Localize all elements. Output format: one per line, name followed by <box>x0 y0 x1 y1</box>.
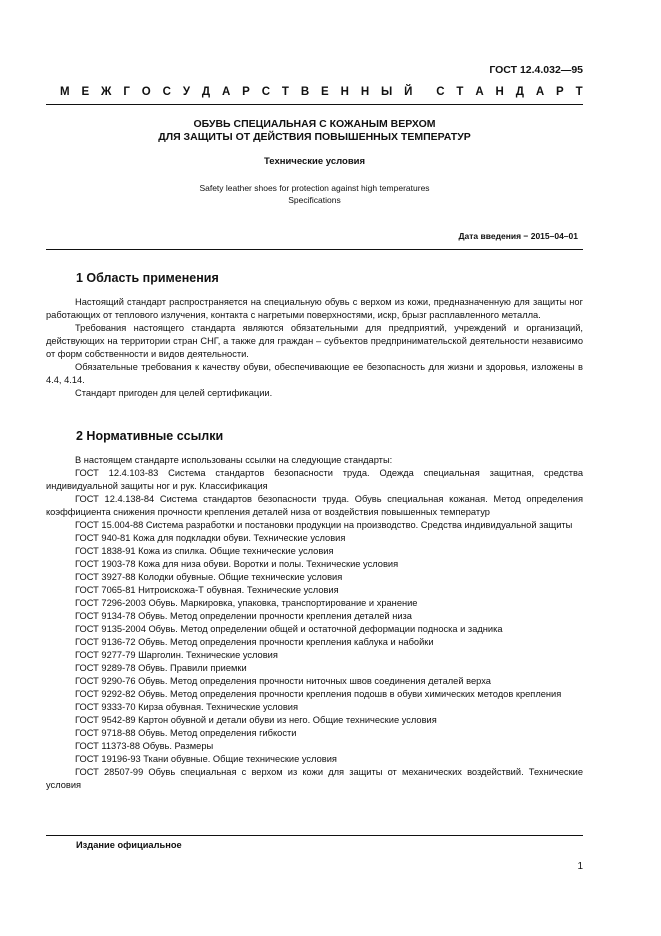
date-divider <box>46 249 583 250</box>
reference-item: ГОСТ 7296-2003 Обувь. Маркировка, упаковка, транспортирование и хранение <box>75 598 418 608</box>
reference-item: ГОСТ 15.004-88 Система разработки и постановки продукции на производство. Средства индивидуальной защиты <box>75 520 573 530</box>
reference-item: ГОСТ 7065-81 Нитроискожа-Т обувная. Технические условия <box>75 585 339 595</box>
english-title-line-1: Safety leather shoes for protection against high temperatures <box>199 183 430 193</box>
official-edition-label: Издание официальное <box>76 840 182 850</box>
banner-letter: Н <box>340 86 349 98</box>
banner-letter: Й <box>404 86 413 98</box>
reference-item: ГОСТ 9289-78 Обувь. Правили приемки <box>75 663 247 673</box>
banner-letter: Д <box>201 86 211 98</box>
page-number: 1 <box>577 861 583 872</box>
paragraph: В настоящем стандарте использованы ссылки на следующие стандарты: <box>75 455 393 465</box>
banner-letter: Т <box>281 86 289 98</box>
banner-letter: Д <box>515 86 524 98</box>
title-line-1: ОБУВЬ СПЕЦИАЛЬНАЯ С КОЖАНЫМ ВЕРХОМ <box>193 118 436 130</box>
reference-item: ГОСТ 9333-70 Кирза обувная. Технические условия <box>75 702 299 712</box>
banner-letter: А <box>221 86 231 98</box>
section-scope <box>46 270 583 400</box>
interstate-standard-banner <box>60 86 583 98</box>
document-subtitle: Технические условия <box>263 156 366 167</box>
reference-item: ГОСТ 1903-78 Кожа для низа обуви. Воротки и полы. Технические условия <box>75 559 399 569</box>
banner-letter: А <box>475 86 484 98</box>
banner-letter: В <box>300 86 310 98</box>
reference-item: ГОСТ 1838-91 Кожа из спилка. Общие технические условия <box>75 546 334 556</box>
header-divider <box>46 104 583 105</box>
english-title-line-2: Specifications <box>288 195 341 205</box>
banner-letter: А <box>535 86 545 98</box>
footer-divider <box>46 835 583 836</box>
banner-letter: М <box>60 86 70 98</box>
reference-item: ГОСТ 12.4.138-84 Система стандартов безопасности труда. Обувь специальная кожаная. Метод определения коэффициента снижения прочности крепления деталей низа от воздействия повышенных температур <box>46 494 583 517</box>
paragraph: Настоящий стандарт распространяется на специальную обувь с верхом из кожи, предназначенную для защиты ног работающих от теплового излучения, контакта с нагретыми поверхностями, искр, брызг расплавленного металла. <box>46 297 583 320</box>
banner-letter: Ж <box>101 86 112 98</box>
banner-letter: У <box>182 86 190 98</box>
banner-letter: Т <box>575 86 583 98</box>
reference-item: ГОСТ 9136-72 Обувь. Метод определения прочности крепления каблука и набойки <box>75 637 434 647</box>
section-heading: 1 Область применения <box>76 271 219 285</box>
banner-letter: Е <box>81 86 90 98</box>
reference-item: ГОСТ 19196-93 Ткани обувные. Общие технические условия <box>75 754 337 764</box>
introduction-date: Дата введения − 2015–04–01 <box>458 231 578 241</box>
section-heading: 2 Нормативные ссылки <box>76 429 224 443</box>
reference-item: ГОСТ 9718-88 Обувь. Метод определения гибкости <box>75 728 297 738</box>
banner-letter: Г <box>123 86 130 98</box>
document-title <box>46 118 583 144</box>
reference-item: ГОСТ 11373-88 Обувь. Размеры <box>75 741 214 751</box>
reference-item: ГОСТ 9292-82 Обувь. Метод определения прочности крепления подошв в обуви химических методов крепления <box>75 689 562 699</box>
reference-item: ГОСТ 28507-99 Обувь специальная с верхом из кожи для защиты от механических воздействий. Технические условия <box>46 767 583 790</box>
paragraph: Обязательные требования к качеству обуви, обеспечивающие ее безопасность для жизни и здоровья, изложены в 4.4, 4.14. <box>46 362 583 385</box>
banner-letter: С <box>162 86 171 98</box>
reference-item: ГОСТ 9290-76 Обувь. Метод определения прочности ниточных швов соединения деталей верха <box>75 676 491 686</box>
reference-item: ГОСТ 940-81 Кожа для подкладки обуви. Технические условия <box>75 533 346 543</box>
banner-letter: Т <box>456 86 464 98</box>
banner-letter: Р <box>556 86 564 98</box>
banner-letter: С <box>261 86 271 98</box>
banner-letter: Р <box>242 86 250 98</box>
reference-item: ГОСТ 12.4.103-83 Система стандартов безопасности труда. Одежда специальная защитная, средства индивидуальной защиты ног и рук. Классификация <box>46 468 583 491</box>
reference-item: ГОСТ 9135-2004 Обувь. Метод определении общей и остаточной деформации подноска и задника <box>75 624 503 634</box>
banner-letter: Ы <box>381 86 393 98</box>
paragraph: Стандарт пригоден для целей сертификации. <box>75 388 273 398</box>
reference-item: ГОСТ 9542-89 Картон обувной и детали обуви из него. Общие технические условия <box>75 715 437 725</box>
banner-letter: Н <box>495 86 504 98</box>
banner-letter: Н <box>360 86 370 98</box>
banner-letter: О <box>141 86 151 98</box>
reference-item: ГОСТ 3927-88 Колодки обувные. Общие технические условия <box>75 572 343 582</box>
banner-letter: Е <box>321 86 329 98</box>
section-normative-references <box>46 428 583 792</box>
gost-code: ГОСТ 12.4.032—95 <box>489 64 583 76</box>
paragraph: Требования настоящего стандарта являются обязательными для предприятий, учреждений и организаций, действующих на территории стран СНГ, а также для граждан – субъектов предпринимательской деятельности независимо от форм собственности и видов деятельности. <box>46 323 583 359</box>
reference-item: ГОСТ 9277-79 Шарголин. Технические условия <box>75 650 278 660</box>
title-line-2: ДЛЯ ЗАЩИТЫ ОТ ДЕЙСТВИЯ ПОВЫШЕННЫХ ТЕМПЕРАТУР <box>158 131 471 143</box>
reference-item: ГОСТ 9134-78 Обувь. Метод определении прочности крепления деталей низа <box>75 611 412 621</box>
english-title <box>46 182 583 206</box>
banner-letter: С <box>436 86 445 98</box>
